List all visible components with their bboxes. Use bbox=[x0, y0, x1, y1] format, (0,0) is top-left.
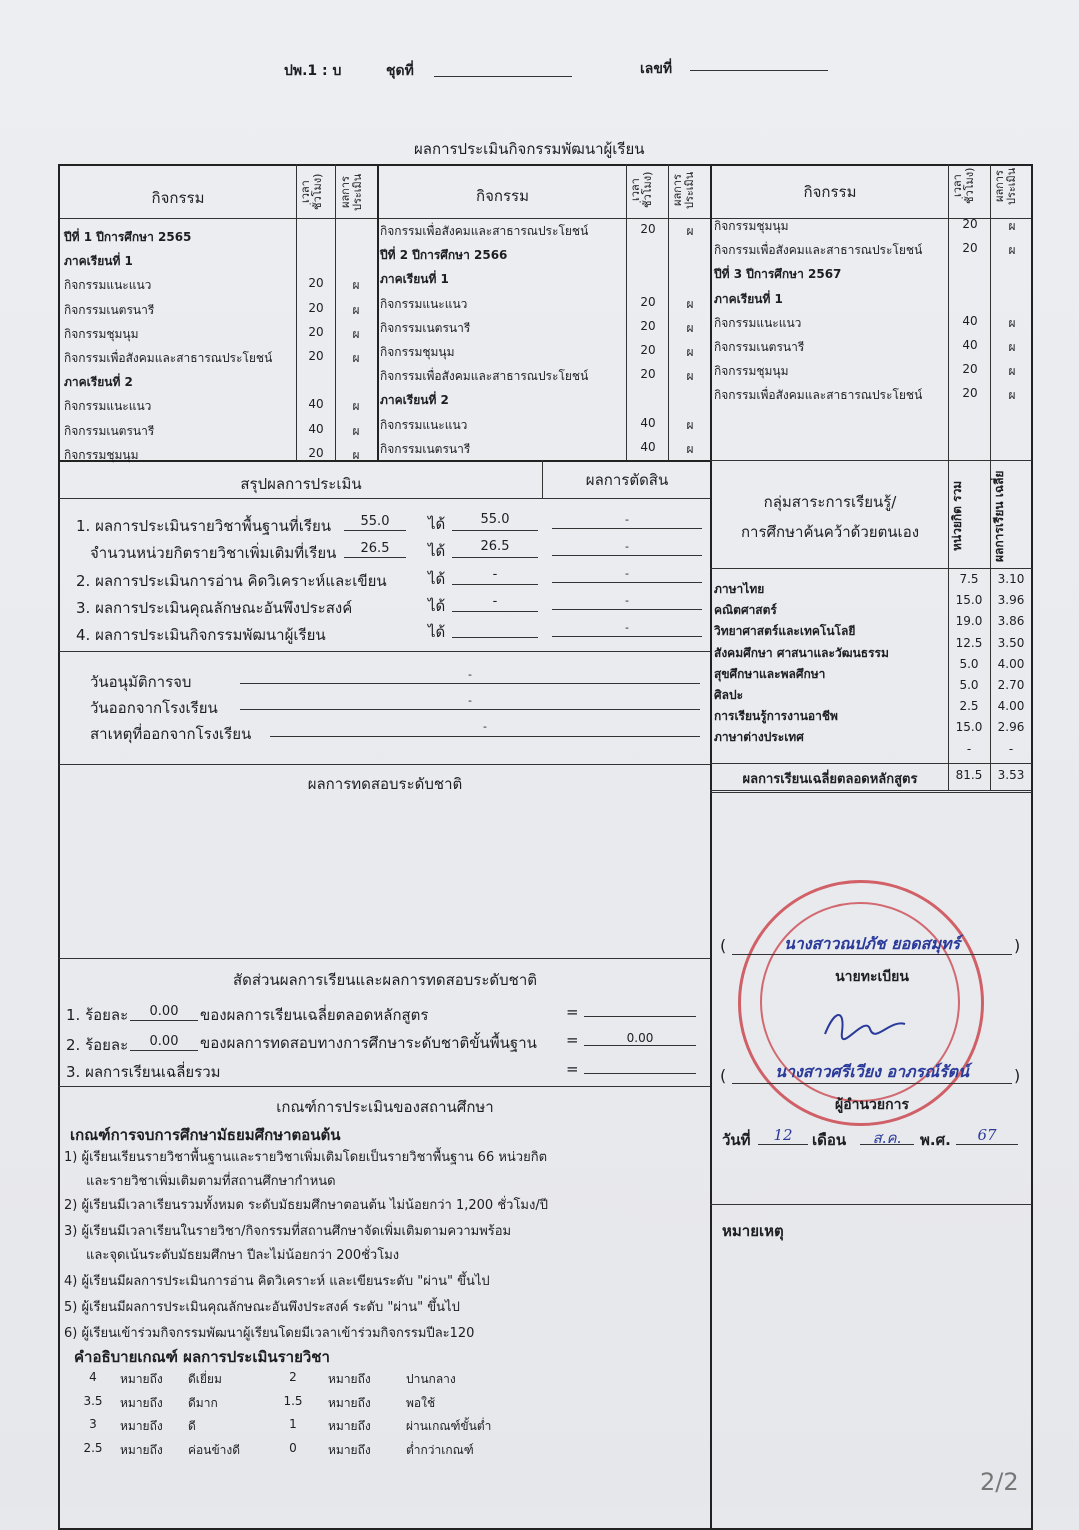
activity-hours: 20 bbox=[308, 324, 324, 339]
date-label: วันที่ bbox=[722, 1131, 751, 1149]
u bbox=[956, 1144, 1018, 1145]
u bbox=[270, 736, 700, 737]
u bbox=[584, 1073, 696, 1074]
criteria-item: 3) ผู้เรียนมีเวลาเรียนในรายวิชา/กิจกรรมที่สถานศึกษาจัดเพิ่มเติมตามความพร้อม bbox=[64, 1224, 512, 1239]
subject-name: การเรียนรู้การงานอาชีพ bbox=[714, 709, 838, 724]
summary-row1b-decision: - bbox=[625, 540, 629, 553]
activity-label: กิจกรรมเพื่อสังคมและสาธารณประโยชน์ bbox=[714, 243, 923, 258]
activity-hours: 20 bbox=[640, 318, 656, 333]
activity-label: กิจกรรมแนะแนว bbox=[714, 315, 802, 330]
grade-value: 3.5 bbox=[83, 1393, 103, 1408]
grade-means: หมายถึง bbox=[120, 1372, 163, 1386]
set-line bbox=[434, 76, 572, 77]
grade-means: หมายถึง bbox=[328, 1395, 371, 1410]
approve-value: - bbox=[468, 668, 472, 681]
grade-means: หมายถึง bbox=[120, 1442, 163, 1457]
activity-hours: 40 bbox=[308, 421, 324, 436]
grade-desc: ดี bbox=[188, 1419, 196, 1433]
col1-activity-header: กิจกรรม bbox=[151, 189, 205, 207]
criteria-item: และจุดเน้นระดับมัธยมศึกษา ปีละไม่น้อยกว่า 200ชั่วโมง bbox=[86, 1248, 400, 1263]
remarks-label: หมายเหตุ bbox=[722, 1222, 784, 1240]
activity-hours: 40 bbox=[962, 338, 978, 352]
activity-hours: 40 bbox=[640, 439, 656, 454]
director-open-paren: ( bbox=[720, 1066, 727, 1085]
grade-value: 0 bbox=[289, 1440, 297, 1455]
grade-means: หมายถึง bbox=[328, 1372, 371, 1386]
activity-label: ปีที่ 2 ปีการศึกษา 2566 bbox=[380, 248, 508, 263]
director-signature-scribble bbox=[820, 1004, 910, 1044]
subject-grade: 3.96 bbox=[997, 593, 1025, 608]
activity-label: กิจกรรมเพื่อสังคมและสาธารณประโยชน์ bbox=[714, 388, 923, 403]
activity-label: กิจกรรมเนตรนารี bbox=[64, 302, 155, 317]
date-year: 67 bbox=[977, 1126, 997, 1144]
activity-hours: 20 bbox=[308, 349, 324, 363]
date-day: 12 bbox=[773, 1126, 793, 1144]
director-title: ผู้อำนวยการ bbox=[835, 1097, 909, 1113]
ratio-bottom bbox=[58, 1086, 710, 1087]
grade-value: 1.5 bbox=[283, 1393, 303, 1408]
grade-title: คำอธิบายเกณฑ์ ผลการประเมินรายวิชา bbox=[74, 1348, 330, 1366]
grade-desc: ดีมาก bbox=[188, 1395, 218, 1410]
grade-desc: ต่ำกว่าเกณฑ์ bbox=[406, 1442, 474, 1457]
set-label: ชุดที่ bbox=[386, 63, 414, 79]
grade-means: หมายถึง bbox=[328, 1419, 371, 1433]
national-bottom bbox=[58, 958, 710, 959]
u bbox=[130, 1020, 198, 1021]
ratio-row1-text: ของผลการเรียนเฉลี่ยตลอดหลักสูตร bbox=[200, 1006, 429, 1024]
col2-hours-header: เวลา ชั่วโมง) bbox=[629, 171, 654, 209]
activity-label: กิจกรรมแนะแนว bbox=[380, 417, 468, 432]
criteria-item: 6) ผู้เรียนเข้าร่วมกิจกรรมพัฒนาผู้เรียนโดยมีเวลาเข้าร่วมกิจกรรมปีละ120 bbox=[64, 1326, 475, 1341]
u bbox=[552, 528, 702, 529]
subjects-total-top bbox=[710, 763, 1032, 764]
activity-label: กิจกรรมชุมนุม bbox=[714, 219, 789, 233]
activity-hours: 40 bbox=[962, 313, 978, 328]
u bbox=[552, 636, 702, 637]
page-frame-left bbox=[58, 164, 60, 1530]
col2-result-header: ผลการ ประเมิน bbox=[671, 171, 696, 209]
activity-label: ภาคเรียนที่ 2 bbox=[64, 375, 133, 390]
date-month: ส.ค. bbox=[872, 1129, 902, 1147]
u bbox=[452, 530, 538, 531]
activity-label: ภาคเรียนที่ 1 bbox=[64, 254, 133, 269]
summary-row2-got: - bbox=[492, 567, 498, 582]
activity-result: ผ bbox=[352, 423, 360, 438]
grade-desc: ผ่านเกณฑ์ขั้นต่ำ bbox=[406, 1419, 492, 1433]
u bbox=[344, 530, 406, 531]
ratio-row2-text: ของผลการทดสอบทางการศึกษาระดับชาติขั้นพื้นฐาน bbox=[200, 1034, 537, 1052]
equals: = bbox=[566, 1060, 579, 1078]
year-label: พ.ศ. bbox=[920, 1131, 951, 1149]
activity-label: กิจกรรมเพื่อสังคมและสาธารณประโยชน์ bbox=[380, 369, 589, 384]
subject-credits: 15.0 bbox=[955, 720, 983, 735]
activity-result: ผ bbox=[686, 296, 694, 311]
credits-header: หน่วยกิต รวม bbox=[950, 480, 964, 552]
criteria-item: และรายวิชาเพิ่มเติมตามที่สถานศึกษากำหนด bbox=[86, 1174, 336, 1189]
registrar-title: นายทะเบียน bbox=[835, 969, 909, 985]
activity-result: ผ bbox=[352, 447, 360, 462]
criteria-item: 5) ผู้เรียนมีผลการประเมินคุณลักษณะอันพึงประสงค์ ระดับ "ผ่าน" ขึ้นไป bbox=[64, 1300, 460, 1315]
summary-header-line bbox=[58, 498, 710, 499]
activity-label: ภาคเรียนที่ 2 bbox=[380, 393, 449, 408]
u bbox=[732, 1083, 1012, 1084]
activity-result: ผ bbox=[352, 326, 360, 341]
grade-desc: ดีเยี่ยม bbox=[188, 1372, 222, 1386]
activity-result: ผ bbox=[686, 320, 694, 335]
activity-label: ภาคเรียนที่ 1 bbox=[380, 272, 449, 287]
equals: = bbox=[566, 1031, 579, 1049]
subject-credits: 7.5 bbox=[959, 572, 979, 586]
activity-result: ผ bbox=[686, 345, 694, 359]
activity-result: ผ bbox=[352, 278, 360, 293]
leave-value: - bbox=[468, 694, 472, 707]
activity-result: ผ bbox=[1008, 243, 1016, 258]
u bbox=[240, 709, 700, 710]
summary-row1b-value: 26.5 bbox=[360, 541, 390, 556]
grade-header: ผลการเรียน เฉลี่ย bbox=[992, 470, 1006, 562]
activity-hours: 20 bbox=[962, 217, 978, 231]
activity-hours: 40 bbox=[308, 397, 324, 412]
activity-label: กิจกรรมเพื่อสังคมและสาธารณประโยชน์ bbox=[380, 224, 589, 238]
ratio-row2-prefix: 2. ร้อยละ bbox=[66, 1036, 129, 1054]
summary-sep bbox=[542, 460, 543, 498]
summary-row4-label: 4. ผลการประเมินกิจกรรมพัฒนาผู้เรียน bbox=[76, 626, 326, 644]
ratio-row2-value: 0.00 bbox=[149, 1034, 179, 1049]
col1-hours-header: เวลา ชั่วโมง) bbox=[299, 173, 324, 211]
u bbox=[552, 609, 702, 610]
activity-table-header-bottom bbox=[58, 218, 1032, 219]
page-number: 2/2 bbox=[980, 1468, 1019, 1496]
ratio-row1-prefix: 1. ร้อยละ bbox=[66, 1006, 129, 1024]
got-label: ได้ bbox=[428, 515, 446, 533]
grade-value: 2 bbox=[289, 1370, 297, 1384]
summary-bottom bbox=[58, 651, 710, 652]
activity-label: กิจกรรมชุมนุม bbox=[64, 447, 139, 462]
subject-name: คณิตศาสตร์ bbox=[714, 603, 777, 618]
number-label: เลขที่ bbox=[640, 61, 673, 77]
subject-grade: 2.96 bbox=[997, 720, 1025, 735]
grade-means: หมายถึง bbox=[120, 1419, 163, 1433]
activity-hours: 20 bbox=[640, 343, 656, 357]
activity-label: กิจกรรมแนะแนว bbox=[64, 278, 152, 293]
activity-label: ปีที่ 3 ปีการศึกษา 2567 bbox=[714, 267, 842, 282]
subject-grade: 4.00 bbox=[997, 656, 1025, 671]
subject-credits: 5.0 bbox=[959, 656, 979, 671]
activity-label: กิจกรรมเพื่อสังคมและสาธารณประโยชน์ bbox=[64, 351, 273, 365]
activity-result: ผ bbox=[1008, 388, 1016, 403]
summary-row1b-label: จำนวนหน่วยกิตรายวิชาเพิ่มเติมที่เรียน bbox=[90, 544, 337, 562]
u bbox=[552, 555, 702, 556]
activity-hours: 20 bbox=[962, 386, 978, 401]
month-label: เดือน bbox=[812, 1131, 847, 1149]
sep bbox=[948, 164, 949, 460]
u bbox=[758, 1144, 808, 1145]
registrar-name: นางสาวณปภัช ยอดสมุทร์ bbox=[783, 934, 961, 953]
got-label: ได้ bbox=[428, 570, 446, 588]
sig-top bbox=[710, 792, 1032, 793]
u bbox=[452, 637, 538, 638]
subjects-top bbox=[710, 460, 1032, 461]
activity-label: กิจกรรมชุมนุม bbox=[714, 364, 789, 379]
subject-credits: 15.0 bbox=[955, 593, 983, 608]
sep bbox=[990, 164, 991, 460]
activity-hours: 20 bbox=[640, 222, 656, 236]
subject-grade: - bbox=[1008, 741, 1014, 756]
u bbox=[452, 584, 538, 585]
total-label: ผลการเรียนเฉลี่ยตลอดหลักสูตร bbox=[742, 772, 918, 787]
got-label: ได้ bbox=[428, 542, 446, 560]
activity-result: ผ bbox=[1008, 315, 1016, 330]
subject-grade: 2.70 bbox=[997, 678, 1025, 692]
subjects-total-bottom bbox=[710, 790, 1032, 791]
activity-hours: 20 bbox=[962, 241, 978, 256]
subject-credits: - bbox=[966, 741, 972, 756]
activity-result: ผ bbox=[1008, 340, 1016, 354]
u bbox=[584, 1045, 696, 1046]
activity-hours: 20 bbox=[640, 294, 656, 309]
summary-row1b-got: 26.5 bbox=[480, 539, 510, 554]
col2-activity-header: กิจกรรม bbox=[476, 187, 529, 205]
subject-credits: 12.5 bbox=[955, 635, 983, 650]
grade-means: หมายถึง bbox=[120, 1395, 163, 1410]
ratio-row2-result: 0.00 bbox=[626, 1031, 654, 1045]
activity-result: ผ bbox=[1008, 364, 1016, 379]
subject-name: วิทยาศาสตร์และเทคโนโลยี bbox=[714, 624, 856, 639]
u bbox=[130, 1050, 198, 1051]
activity-title: ผลการประเมินกิจกรรมพัฒนาผู้เรียน bbox=[414, 140, 645, 158]
activity-label: ภาคเรียนที่ 1 bbox=[714, 291, 783, 306]
grade-desc: พอใช้ bbox=[406, 1395, 436, 1410]
grade-desc: ค่อนข้างดี bbox=[188, 1442, 241, 1457]
activity-result: ผ bbox=[686, 417, 694, 432]
criteria-title: เกณฑ์การประเมินของสถานศึกษา bbox=[276, 1098, 494, 1116]
grade-value: 3 bbox=[89, 1417, 97, 1431]
summary-row1-got: 55.0 bbox=[480, 512, 510, 527]
activity-table-bottom bbox=[58, 460, 710, 462]
reason-value: - bbox=[483, 720, 487, 733]
subject-grade: 4.00 bbox=[997, 699, 1025, 714]
summary-row4-decision: - bbox=[625, 621, 629, 634]
sep bbox=[377, 164, 379, 460]
registrar-close-paren: ) bbox=[1014, 936, 1021, 955]
activity-label: กิจกรรมแนะแนว bbox=[64, 399, 152, 414]
u bbox=[860, 1144, 914, 1145]
activity-result: ผ bbox=[1008, 219, 1016, 233]
decision-title: ผลการตัดสิน bbox=[585, 471, 669, 489]
summary-row3-label: 3. ผลการประเมินคุณลักษณะอันพึงประสงค์ bbox=[76, 599, 353, 617]
activity-result: ผ bbox=[686, 224, 694, 238]
ratio-row3-text: 3. ผลการเรียนเฉลี่ยรวม bbox=[66, 1063, 221, 1081]
activity-result: ผ bbox=[352, 302, 360, 317]
activity-table-top bbox=[58, 164, 1032, 166]
got-label: ได้ bbox=[428, 597, 446, 615]
subject-grade: 3.86 bbox=[997, 614, 1025, 629]
form-code: ปพ.1 : บ bbox=[284, 63, 342, 79]
sep bbox=[626, 164, 627, 460]
u bbox=[344, 557, 406, 558]
activity-hours: 20 bbox=[308, 300, 324, 315]
u bbox=[584, 1016, 696, 1017]
activity-hours: 20 bbox=[640, 367, 656, 382]
director-name: นางสาวศรีเวียง อาภรณ์รัตน์ bbox=[775, 1062, 969, 1081]
number-line bbox=[690, 70, 828, 71]
activity-hours: 20 bbox=[308, 276, 324, 291]
ratio-row1-value: 0.00 bbox=[149, 1004, 179, 1019]
activity-label: กิจกรรมแนะแนว bbox=[380, 296, 468, 311]
summary-row1-decision: - bbox=[625, 513, 629, 526]
col3-result-header: ผลการ ประเมิน bbox=[993, 167, 1018, 205]
activity-label: กิจกรรมชุมนุม bbox=[64, 326, 139, 341]
grade-value: 2.5 bbox=[83, 1440, 103, 1455]
summary-row1-value: 55.0 bbox=[360, 514, 390, 529]
subject-grade: 3.50 bbox=[997, 635, 1025, 650]
summary-row2-label: 2. ผลการประเมินการอ่าน คิดวิเคราะห์และเขียน bbox=[76, 572, 387, 590]
activity-result: ผ bbox=[352, 399, 360, 414]
activity-label: กิจกรรมเนตรนารี bbox=[714, 340, 805, 354]
u bbox=[552, 582, 702, 583]
approve-label: วันอนุมัติการจบ bbox=[90, 673, 192, 691]
u bbox=[240, 683, 700, 684]
activity-hours: 20 bbox=[308, 445, 324, 460]
grade-value: 1 bbox=[289, 1417, 297, 1431]
col1-result-header: ผลการ ประเมิน bbox=[339, 173, 364, 211]
subject-grade: 3.10 bbox=[997, 572, 1025, 586]
ratio-title: สัดส่วนผลการเรียนและผลการทดสอบระดับชาติ bbox=[233, 971, 537, 989]
activity-hours: 20 bbox=[962, 362, 978, 377]
subjects-header-bottom bbox=[710, 568, 1032, 569]
director-close-paren: ) bbox=[1014, 1066, 1021, 1085]
national-test-title: ผลการทดสอบระดับชาติ bbox=[307, 775, 463, 793]
total-credits: 81.5 bbox=[955, 768, 983, 782]
subject-credits: 19.0 bbox=[955, 614, 983, 629]
summary-row3-decision: - bbox=[625, 594, 629, 607]
criteria-subtitle: เกณฑ์การจบการศึกษามัธยมศึกษาตอนต้น bbox=[70, 1126, 341, 1144]
subjects-header-line2: การศึกษาค้นคว้าด้วยตนเอง bbox=[740, 523, 920, 541]
subject-credits: 5.0 bbox=[959, 678, 979, 692]
u bbox=[452, 557, 538, 558]
summary-title: สรุปผลการประเมิน bbox=[240, 475, 362, 493]
sep-main bbox=[710, 164, 712, 1530]
col3-hours-header: เวลา ชั่วโมง) bbox=[951, 167, 976, 205]
dates-bottom bbox=[58, 764, 710, 765]
criteria-item: 2) ผู้เรียนมีเวลาเรียนรวมทั้งหมด ระดับมัธยมศึกษาตอนต้น ไม่น้อยกว่า 1,200 ชั่วโมง/ปี bbox=[64, 1198, 548, 1213]
activity-label: กิจกรรมชุมนุม bbox=[380, 345, 455, 359]
reason-label: สาเหตุที่ออกจากโรงเรียน bbox=[90, 725, 252, 743]
activity-label: กิจกรรมเนตรนารี bbox=[380, 320, 471, 335]
subject-name: ศิลปะ bbox=[714, 688, 744, 702]
u bbox=[452, 611, 538, 612]
grade-means: หมายถึง bbox=[328, 1442, 371, 1457]
subject-name: สังคมศึกษา ศาสนาและวัฒนธรรม bbox=[714, 645, 889, 660]
activity-result: ผ bbox=[352, 351, 360, 365]
summary-row3-got: - bbox=[492, 594, 498, 609]
grade-value: 4 bbox=[89, 1370, 97, 1384]
got-label: ได้ bbox=[428, 623, 446, 641]
equals: = bbox=[566, 1003, 579, 1021]
summary-row2-decision: - bbox=[625, 567, 629, 580]
activity-label: ปีที่ 1 ปีการศึกษา 2565 bbox=[64, 230, 192, 244]
col3-activity-header: กิจกรรม bbox=[803, 183, 857, 201]
summary-row1-label: 1. ผลการประเมินรายวิชาพื้นฐานที่เรียน bbox=[76, 517, 332, 535]
subject-name: ภาษาไทย bbox=[714, 582, 765, 596]
subjects-header-line1: กลุ่มสาระการเรียนรู้/ bbox=[763, 493, 897, 511]
grade-desc: ปานกลาง bbox=[406, 1372, 456, 1386]
activity-hours: 40 bbox=[640, 415, 656, 430]
activity-result: ผ bbox=[686, 441, 694, 456]
activity-label: กิจกรรมเนตรนารี bbox=[380, 441, 471, 456]
criteria-item: 4) ผู้เรียนมีผลการประเมินการอ่าน คิดวิเคราะห์ และเขียนระดับ "ผ่าน" ขึ้นไป bbox=[64, 1274, 490, 1289]
activity-result: ผ bbox=[686, 369, 694, 384]
u bbox=[732, 954, 1012, 955]
total-grade: 3.53 bbox=[997, 768, 1025, 782]
subject-credits: 2.5 bbox=[959, 699, 979, 714]
criteria-item: 1) ผู้เรียนเรียนรายวิชาพื้นฐานและรายวิชาเพิ่มเติมโดยเป็นรายวิชาพื้นฐาน 66 หน่วยกิต bbox=[64, 1150, 548, 1165]
activity-label: กิจกรรมเนตรนารี bbox=[64, 423, 155, 438]
subject-name: สุขศึกษาและพลศึกษา bbox=[714, 666, 826, 681]
subject-name: ภาษาต่างประเทศ bbox=[714, 730, 804, 745]
sep bbox=[668, 164, 669, 460]
leave-label: วันออกจากโรงเรียน bbox=[90, 699, 218, 717]
remarks-top bbox=[710, 1204, 1032, 1205]
registrar-open-paren: ( bbox=[720, 936, 727, 955]
